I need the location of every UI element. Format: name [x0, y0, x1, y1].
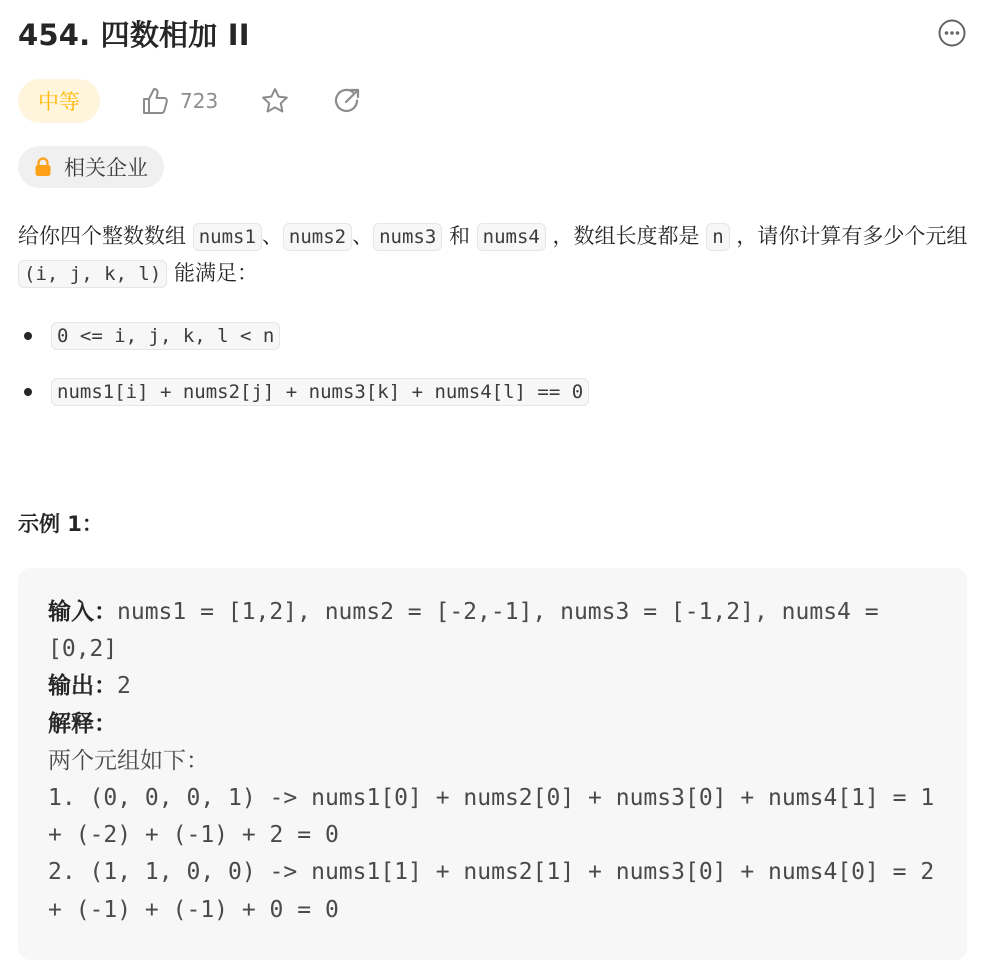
- inline-code: nums4: [477, 223, 546, 251]
- inline-code: nums3: [373, 223, 442, 251]
- description-text: 、: [261, 224, 283, 248]
- more-options-button[interactable]: [937, 18, 967, 48]
- description-text: 能满足：: [167, 261, 258, 285]
- problem-title: 454. 四数相加 II: [18, 17, 250, 52]
- explain-label: 解释：: [48, 710, 117, 737]
- example-title: 示例 1：: [18, 512, 103, 536]
- thumbs-up-icon: [140, 86, 170, 116]
- problem-description: [18, 218, 968, 292]
- inline-code: nums1: [193, 223, 262, 251]
- explain-line-1: 1. (0, 0, 0, 1) -> nums1[0] + nums2[0] + nums3[0] + nums4[1] = 1 + (-2) + (-1) + 2 = 0: [48, 785, 949, 849]
- description-text: 给你四个整数数组: [18, 224, 193, 248]
- like-button[interactable]: [140, 86, 218, 116]
- description-text: ，数组长度都是: [545, 224, 707, 248]
- description-text: 、: [352, 224, 374, 248]
- description-text: ，请你计算有多少个元组: [729, 224, 968, 248]
- inline-code: n: [706, 223, 729, 251]
- explain-intro: 两个元组如下：: [48, 747, 209, 774]
- company-tag-label: 相关企业: [64, 156, 148, 180]
- title-row: [18, 10, 967, 56]
- example-block: [18, 568, 967, 960]
- share-icon: [332, 86, 362, 116]
- difficulty-badge[interactable]: 中等: [18, 79, 100, 123]
- related-companies-tag[interactable]: [18, 146, 164, 188]
- like-count: 723: [180, 89, 219, 113]
- list-item: [20, 318, 589, 354]
- input-label: 输入：: [48, 599, 117, 625]
- description-text: 和: [442, 224, 477, 248]
- bullet-dot: [24, 332, 32, 340]
- explain-line-2: 2. (1, 1, 0, 0) -> nums1[1] + nums2[1] + nums3[0] + nums4[0] = 2 + (-1) + (-1) + 0 = 0: [48, 859, 949, 923]
- conditions-list: [20, 318, 589, 430]
- input-value: nums1 = [1,2], nums2 = [-2,-1], nums3 = [-1,2], nums4 = [0,2]: [48, 599, 893, 663]
- star-icon: [260, 86, 290, 116]
- more-horizontal-icon: [938, 19, 966, 47]
- favorite-button[interactable]: [260, 86, 290, 116]
- bullet-dot: [24, 388, 32, 396]
- output-value: 2: [117, 673, 131, 700]
- lock-icon: [34, 157, 52, 177]
- inline-code: (i, j, k, l): [18, 260, 167, 288]
- meta-row: [18, 78, 362, 124]
- share-button[interactable]: [332, 86, 362, 116]
- condition-code: 0 <= i, j, k, l < n: [51, 322, 280, 350]
- inline-code: nums2: [283, 223, 352, 251]
- condition-code: nums1[i] + nums2[j] + nums3[k] + nums4[l] == 0: [51, 378, 589, 406]
- list-item: [20, 374, 589, 410]
- output-label: 输出：: [48, 673, 117, 700]
